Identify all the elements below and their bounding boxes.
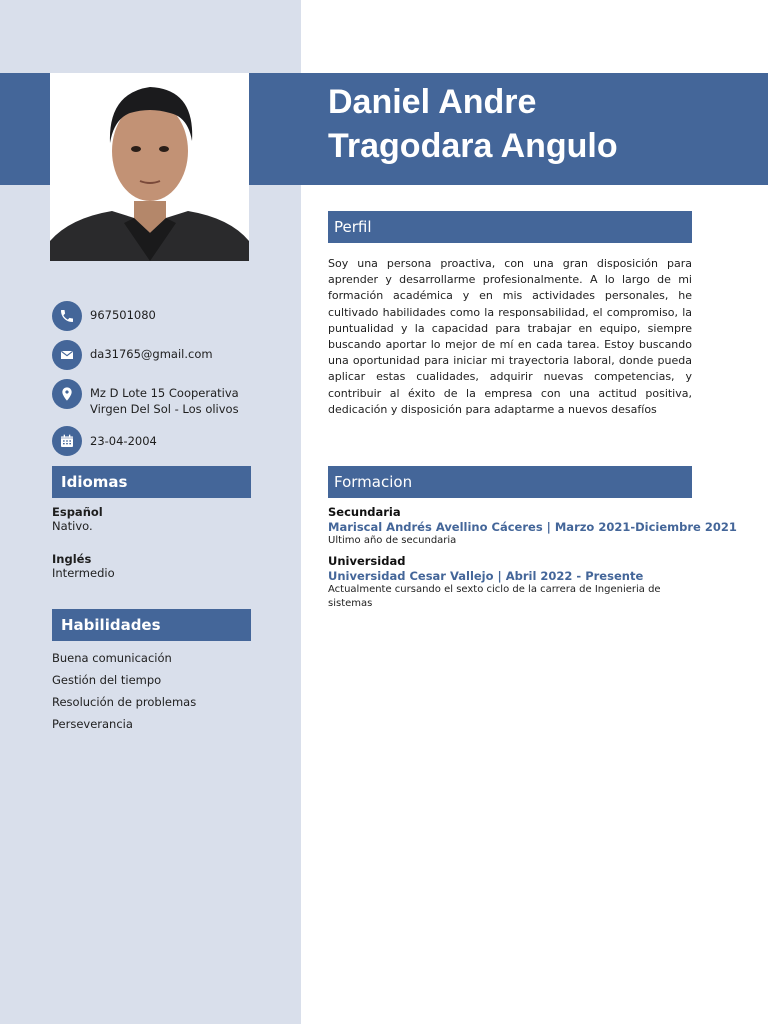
- education-level: Universidad: [328, 554, 406, 568]
- address-line2: Virgen Del Sol - Los olivos: [90, 402, 239, 416]
- profile-heading: Perfil: [328, 211, 692, 243]
- profile-text: Soy una persona proactiva, con una gran disposición para aprender y desarrollarme profesionalmente. A lo largo de mi formación académica y en mis actividades personales, he cultivado habilidades como la responsabilidad, el compromiso, la puntualidad y la capacidad para trabajar en equipo, siempre buscando aportar lo mejor de mí en cada tarea. Estoy buscando una oportunidad para iniciar mi trayectoria laboral, donde pueda aplicar estas cualidades, adquirir nuevas competencias, y contribuir al éxito de la empresa con una actitud positiva, dedicación y disposición para adaptarme a nuevos desafíos: [328, 257, 692, 416]
- language-item: [52, 505, 103, 533]
- language-name: Español: [52, 505, 103, 519]
- education-description: Actualmente cursando el sexto ciclo de la carrera de Ingenieria de sistemas: [328, 584, 661, 609]
- envelope-icon: [52, 340, 82, 370]
- phone-text: 967501080: [90, 308, 156, 322]
- skill-item: Perseverancia: [52, 717, 133, 731]
- address-text: [90, 385, 239, 417]
- calendar-icon: [52, 426, 82, 456]
- skills-list: [52, 649, 196, 737]
- skill-item: Gestión del tiempo: [52, 673, 162, 687]
- skill-item: Resolución de problemas: [52, 695, 197, 709]
- language-item: [52, 552, 115, 580]
- profile-photo: [50, 73, 249, 261]
- phone-icon: [52, 301, 82, 331]
- education-description: Ultimo año de secundaria: [328, 535, 457, 546]
- education-heading: Formacion: [328, 466, 692, 498]
- skill-item: Buena comunicación: [52, 651, 172, 665]
- education-institution: Universidad Cesar Vallejo | Abril 2022 - Presente: [328, 569, 644, 583]
- candidate-name-line1: Daniel Andre: [328, 83, 537, 121]
- birthdate-text: 23-04-2004: [90, 434, 157, 448]
- address-line1: Mz D Lote 15 Cooperativa: [90, 386, 239, 400]
- language-name: Inglés: [52, 552, 92, 566]
- language-level: Nativo.: [52, 519, 93, 533]
- map-pin-icon: [52, 379, 82, 409]
- education-item: [328, 505, 748, 548]
- education-level: Secundaria: [328, 505, 401, 519]
- languages-heading: Idiomas: [52, 466, 251, 498]
- education-item: [328, 554, 748, 611]
- email-text[interactable]: da31765@gmail.com: [90, 347, 213, 361]
- skills-heading: Habilidades: [52, 609, 251, 641]
- candidate-name-line2: Tragodara Angulo: [328, 127, 618, 165]
- language-level: Intermedio: [52, 566, 115, 580]
- candidate-name: [328, 80, 748, 168]
- education-institution: Mariscal Andrés Avellino Cáceres | Marzo 2021-Diciembre 2021: [328, 520, 737, 534]
